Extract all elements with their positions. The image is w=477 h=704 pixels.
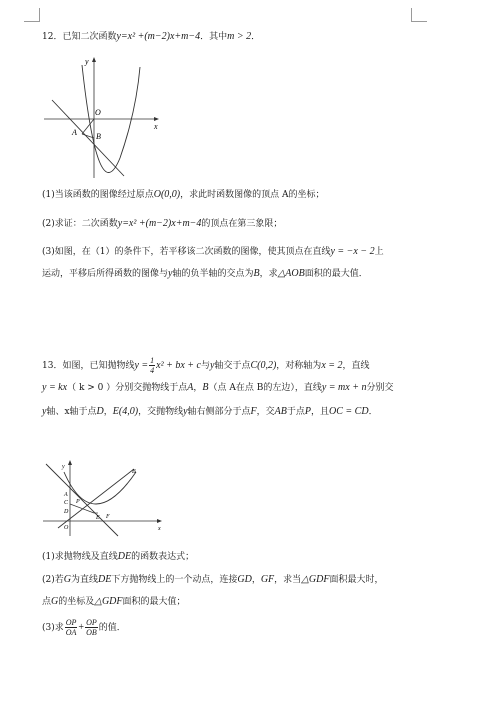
q12-label-x: x [154,122,158,131]
q13-part2-text-4: ， [251,575,261,585]
q13-fraction-num: 1 [150,356,155,365]
q13-text-6: 分别交抛物线于点 [115,383,188,393]
q13-parabola-eq: x² + bx + c [156,360,201,371]
q12-part2-text: (2)求证：二次函数 [42,219,118,229]
q12-part1 [42,189,447,201]
q12-number: 12． [42,32,63,42]
q13-parabola [64,472,136,504]
crop-mark-right-vertical [411,8,412,22]
q13-axis-eq: x = 2 [321,360,343,371]
q13-p: P [304,406,312,417]
q13-f: F [250,406,257,417]
q12-part3-text-3: 运动，平移后所得函数的图像与 [42,269,169,279]
q13-x-arrow [157,519,162,523]
q12-part1-text: (1)当该函数的图像经过原点 [42,190,154,200]
q13-text-15: 于点 [286,407,305,417]
q12-part3-y: y [168,268,173,279]
q12-part3-text-2: 上 [374,247,384,257]
q12-part3-line-eq: y = −x − 2 [330,246,375,257]
q12-part3-b: B [253,268,260,279]
q13-a: A [187,382,194,393]
q13-text-13: 轴右侧部分于点 [187,407,251,417]
q12-stem-text: 已知二次函数 [62,32,117,42]
q13-part2-gd: GD [237,574,252,585]
q13-part2-triangle: △GDF [301,574,330,585]
q13-text-5: ，直线 [342,361,370,371]
q13-line1 [42,356,447,375]
q12-part2 [42,218,447,230]
q13-text-17: ． [368,407,378,417]
q13-line-de [46,464,118,536]
q13-part1-text-2: 的函数表达式； [131,552,195,562]
crop-mark-left-vertical [39,8,40,22]
q13-part2-gf: GF [260,574,275,585]
q13-label-f: F [106,514,110,520]
q13-part1-text: (1)求抛物线及直线 [42,552,118,562]
crop-mark-left-horizontal [24,21,40,22]
q13-part2-text-2: 为直线 [70,575,98,585]
q12-part3-line1 [42,246,447,258]
q13-text-10: 轴、x轴于点 [46,407,97,417]
q13-oc-cd: OC = CD [329,406,369,417]
q13-label-b: B [132,469,136,475]
q13-y-2: y [42,406,47,417]
q13-y-3: y [183,406,188,417]
q13-number: 13． [42,361,63,371]
q13-label-d: D [64,509,69,515]
q12-label-b: B [96,132,101,141]
q12-condition: m > 2 [227,31,252,42]
q13-part3-den-2: OB [86,628,97,637]
q13-part2-text-7: 点 [42,597,52,607]
crop-mark-right-horizontal [411,21,427,22]
q13-label-p: P [76,499,80,505]
q13-part3-num-1: OP [65,618,77,627]
q13-y-arrow [68,460,72,465]
q13-d: D [96,406,104,417]
q12-part3-line2 [42,268,447,280]
q13-part2-text-5: ，求当 [274,575,302,585]
q13-figure [40,456,166,538]
q12-stem-end: ． [251,32,261,42]
q13-point-e: E(4,0) [112,406,139,417]
q12-part3-text-6: 面积的最大值． [304,269,368,279]
q12-segment-oa [82,119,94,134]
q13-text-9: 分别交 [366,383,394,393]
q13-text-8: （点 A在点 B的左边），直线 [208,383,322,393]
q13-point-c: C(0,2) [250,360,277,371]
q12-part3-text-5: ，求 [259,269,278,279]
q13-text-16: ，且 [311,407,330,417]
q13-part2-text: (2)若 [42,575,64,585]
q13-text-7: ， [193,383,203,393]
q13-text: 如图，已知抛物线 [62,361,135,371]
q12-figure [40,52,172,182]
q13-part2-text-6: 面积最大时， [329,575,384,585]
q13-part1 [42,551,447,563]
q13-part2-text-3: 下方抛物线上的一个动点，连接 [111,575,238,585]
q13-k-condition: （ k > 0 ） [67,383,116,393]
q13-label-e: E [96,515,100,521]
q13-label-o: O [64,525,69,531]
q13-text-12: ，交抛物线 [138,407,184,417]
q12-part1-point: O(0,0) [153,189,181,200]
q12-part3-text-4: 轴的负半轴的交点为 [172,269,254,279]
q13-part2-text-8: 的坐标及 [58,597,95,607]
q13-text-2: 与 [200,361,210,371]
q12-part2-text-2: 的顶点在第三象限； [201,219,283,229]
q13-part2-line1 [42,574,447,586]
q13-part3-fraction-1 [65,618,78,637]
q12-part2-equation: y=x² +(m−2)x+m−4 [117,218,202,229]
q12-y-arrow [92,57,96,62]
q12-label-a: A [72,128,77,137]
q13-part2-g: G [63,574,71,585]
q13-line2 [42,382,447,394]
q13-part2-text-9: 面积的最大值； [122,597,186,607]
q13-part3-fraction-2 [85,618,98,637]
q13-part3-plus: + [78,622,85,633]
q13-label-c: C [64,500,69,506]
q13-part3 [42,617,447,639]
q13-label-a: A [64,492,68,498]
q13-part3-num-2: OP [86,618,97,627]
q13-part3-den-1: OA [65,628,77,637]
q13-b: B [202,382,209,393]
q13-text-11: ， [103,407,113,417]
q13-part3-text-2: 的值． [98,623,126,633]
q13-label-y: y [62,464,65,470]
q13-part2-triangle-2: △GDF [94,596,123,607]
q12-part3-triangle: △AOB [277,268,305,279]
q13-line3 [42,406,447,418]
q13-fraction-den: 4 [150,366,155,375]
q13-text-3: 轴交于点 [214,361,251,371]
q12-label-o: O [95,108,101,117]
q13-part1-de: DE [117,551,132,562]
q13-y: y = [134,360,149,371]
q13-part2-g-2: G [51,596,59,607]
q12-stem-text-2: ．其中 [200,32,228,42]
q12-part1-text-2: ，求此时函数图像的顶点 A的坐标； [180,190,325,200]
q12-part3-text: (3)如图，在（1）的条件下，若平移该二次函数的图像，使其顶点在直线 [42,247,331,257]
q13-text-14: ，交 [256,407,275,417]
q13-label-x: x [158,526,161,532]
q12-label-y: y [85,57,89,66]
q12-x-arrow [154,117,159,121]
q13-fraction [149,356,155,375]
q13-part2-de: DE [98,574,112,585]
q13-part3-text: (3)求 [42,623,64,633]
q12-stem [42,31,447,43]
q12-equation: y=x² +(m−2)x+m−4 [116,31,201,42]
q13-line-kx: y = kx [42,382,68,393]
q13-yaxis: y [209,360,215,371]
q13-part2-line2 [42,596,447,608]
q13-text-4: ，对称轴为 [276,361,322,371]
q13-ab: AB [274,406,287,417]
q13-line-mxn: y = mx + n [321,382,367,393]
